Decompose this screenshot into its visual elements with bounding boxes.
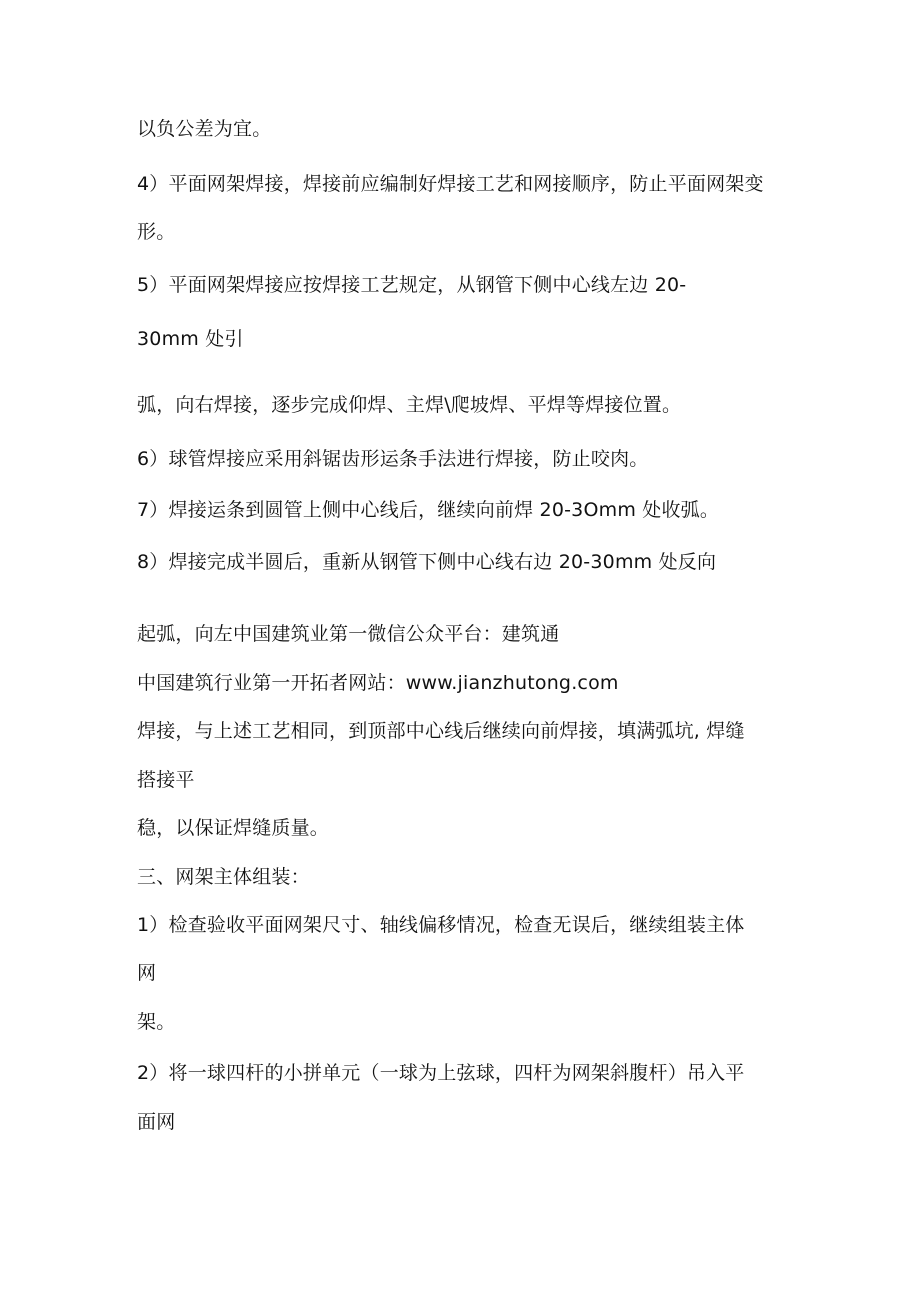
text-line: 搭接平 — [137, 769, 195, 791]
text-line: 形。 — [137, 221, 176, 243]
text-line: 2）将一球四杆的小拼单元（一球为上弦球，四杆为网架斜腹杆）吊入平 — [137, 1062, 745, 1084]
text-line: 面网 — [137, 1111, 176, 1133]
text-line: 1）检查验收平面网架尺寸、轴线偏移情况，检查无误后，继续组装主体 — [137, 914, 745, 936]
text-line: 6）球管焊接应采用斜锯齿形运条手法进行焊接，防止咬肉。 — [137, 448, 649, 470]
text-line: 网 — [137, 962, 157, 984]
text-line: 架。 — [137, 1011, 176, 1033]
text-line: 稳，以保证焊缝质量。 — [137, 817, 330, 839]
text-line: 30mm 处引 — [137, 328, 244, 350]
text-line: 7）焊接运条到圆管上侧中心线后，继续向前焊 20-3Omm 处收弧。 — [137, 499, 720, 521]
text-line: 起弧，向左中国建筑业第一微信公众平台：建筑通 — [137, 623, 560, 645]
section-heading: 三、网架主体组装： — [137, 866, 310, 888]
text-line: 8）焊接完成半圆后，重新从钢管下侧中心线右边 20-30mm 处反向 — [137, 551, 717, 573]
text-line: 弧，向右焊接，逐步完成仰焊、主焊\爬坡焊、平焊等焊接位置。 — [137, 394, 682, 416]
text-line: 中国建筑行业第一开拓者网站：www.jianzhutong.com — [137, 672, 619, 694]
text-line: 焊接，与上述工艺相同，到顶部中心线后继续向前焊接，填满弧坑, 焊缝 — [137, 720, 745, 742]
text-line: 5）平面网架焊接应按焊接工艺规定，从钢管下侧中心线左边 20- — [137, 274, 687, 296]
text-line: 4）平面网架焊接，焊接前应编制好焊接工艺和网接顺序，防止平面网架变 — [137, 173, 764, 195]
text-line: 以负公差为宜。 — [137, 118, 272, 140]
